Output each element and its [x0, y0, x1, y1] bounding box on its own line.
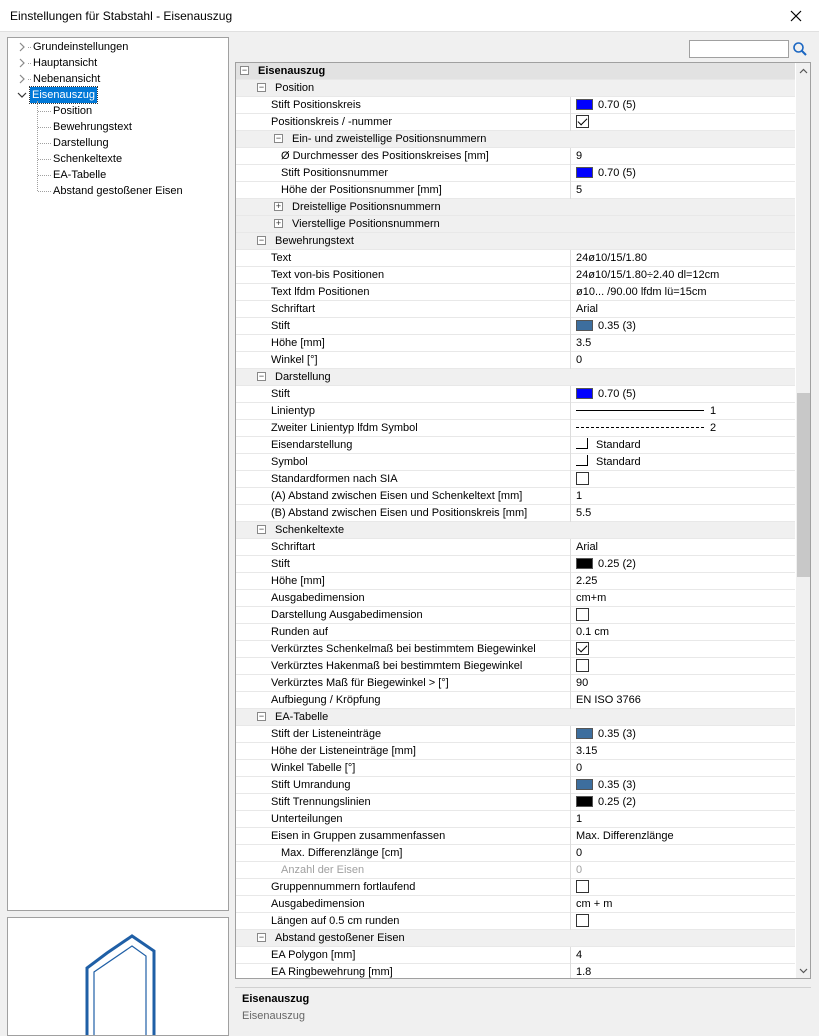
property-value[interactable]	[570, 845, 795, 862]
chevron-down-icon[interactable]	[17, 87, 27, 103]
property-name: (B) Abstand zwischen Eisen und Positionskreis [mm]	[271, 507, 528, 519]
tree-child-item[interactable]	[51, 119, 134, 135]
property-row[interactable]	[236, 488, 795, 505]
property-name: Schriftart	[271, 303, 316, 315]
property-value-text: 0.70 (5)	[598, 99, 636, 111]
property-value-text: 2.25	[576, 575, 598, 587]
property-grid	[235, 62, 811, 979]
collapse-icon[interactable]: −	[258, 932, 265, 942]
preview-pane	[7, 917, 229, 1036]
chevron-right-icon[interactable]	[17, 55, 27, 71]
property-value-text: 1	[710, 405, 717, 417]
property-value-text: 3.15	[576, 745, 598, 757]
description-text: Eisenauszug	[242, 1010, 305, 1022]
property-value-text: 90	[576, 677, 589, 689]
property-row[interactable]	[236, 896, 795, 913]
tree-connector	[38, 175, 51, 176]
property-row[interactable]	[236, 114, 795, 131]
property-name: Höhe [mm]	[271, 337, 325, 349]
property-value-text: 0	[576, 354, 583, 366]
property-value-text: 9	[576, 150, 583, 162]
property-value[interactable]	[570, 250, 795, 267]
category-label: EA-Tabelle	[275, 711, 329, 723]
property-name: Stift Trennungslinien	[271, 796, 371, 808]
property-row[interactable]	[236, 386, 795, 403]
category-label: Schenkeltexte	[275, 524, 345, 536]
property-row[interactable]	[236, 420, 795, 437]
property-value[interactable]	[570, 964, 795, 979]
property-row[interactable]	[236, 675, 795, 692]
tree-connector	[38, 159, 51, 160]
scrollbar-thumb[interactable]	[797, 393, 810, 577]
property-row[interactable]	[236, 590, 795, 607]
property-row[interactable]	[236, 471, 795, 488]
property-name: Runden auf	[271, 626, 328, 638]
property-name: Verkürztes Maß für Biegewinkel > [°]	[271, 677, 449, 689]
property-value-text: EN ISO 3766	[576, 694, 641, 706]
property-name: Text	[271, 252, 292, 264]
property-value[interactable]	[570, 828, 795, 845]
tree-item-label: Nebenansicht	[33, 73, 101, 85]
property-value[interactable]	[570, 182, 795, 199]
property-row[interactable]	[236, 437, 795, 454]
tree-item-label: Schenkeltexte	[53, 153, 123, 165]
collapse-icon[interactable]: −	[258, 711, 265, 721]
property-category[interactable]	[236, 522, 795, 539]
linetype-preview	[576, 410, 704, 411]
property-value[interactable]	[570, 879, 795, 896]
property-value-text: 5	[576, 184, 583, 196]
property-value[interactable]	[570, 947, 795, 964]
pen-color-swatch	[576, 99, 593, 110]
property-row[interactable]	[236, 913, 795, 930]
property-value-text: 1	[576, 490, 583, 502]
close-icon	[790, 10, 802, 22]
property-value-text: 0.35 (3)	[598, 320, 636, 332]
property-value-text: 0.70 (5)	[598, 388, 636, 400]
chevron-down-icon	[799, 968, 808, 974]
property-value-text: 1	[576, 813, 583, 825]
property-value-text: 0	[576, 762, 583, 774]
property-value[interactable]	[570, 488, 795, 505]
category-label: Position	[275, 82, 315, 94]
property-category[interactable]	[236, 63, 795, 80]
property-value[interactable]	[570, 913, 795, 930]
property-value-text: 0.25 (2)	[598, 558, 636, 570]
checkbox[interactable]	[576, 914, 589, 927]
property-value[interactable]	[570, 505, 795, 522]
property-row[interactable]	[236, 301, 795, 318]
property-row[interactable]	[236, 403, 795, 420]
property-row[interactable]	[236, 284, 795, 301]
checkbox-checked[interactable]	[576, 115, 589, 128]
property-row[interactable]	[236, 335, 795, 352]
property-row[interactable]	[236, 726, 795, 743]
chevron-right-icon[interactable]	[17, 71, 27, 87]
property-name: Schriftart	[271, 541, 316, 553]
property-value[interactable]	[570, 352, 795, 369]
property-name: Text lfdm Positionen	[271, 286, 370, 298]
property-value-text: 1.8	[576, 966, 592, 978]
property-value-text: 24ø10/15/1.80÷2.40 dl=12cm	[576, 269, 720, 281]
property-value[interactable]	[570, 114, 795, 131]
property-row[interactable]	[236, 505, 795, 522]
scroll-up-button[interactable]	[796, 63, 811, 78]
property-value[interactable]	[570, 556, 795, 573]
pen-color-swatch	[576, 558, 593, 569]
property-row[interactable]	[236, 607, 795, 624]
property-name: Stift	[271, 388, 290, 400]
property-value[interactable]	[570, 267, 795, 284]
property-value-text: 4	[576, 949, 583, 961]
category-label: Ein- und zweistellige Positionsnummern	[292, 133, 487, 145]
property-row[interactable]	[236, 658, 795, 675]
property-category[interactable]	[236, 80, 795, 97]
property-category[interactable]	[236, 199, 795, 216]
property-value-text: cm + m	[576, 898, 613, 910]
property-name: Text von-bis Positionen	[271, 269, 385, 281]
property-category[interactable]	[236, 216, 795, 233]
property-category[interactable]	[236, 233, 795, 250]
property-row[interactable]	[236, 964, 795, 979]
tree-child-item[interactable]	[51, 151, 124, 167]
tree-item-label: Grundeinstellungen	[33, 41, 129, 53]
checkbox[interactable]	[576, 880, 589, 893]
property-value[interactable]	[570, 284, 795, 301]
property-row[interactable]	[236, 573, 795, 590]
pen-color-swatch	[576, 388, 593, 399]
property-value[interactable]	[570, 692, 795, 709]
tree-child-item[interactable]	[51, 183, 185, 199]
property-category[interactable]	[236, 131, 795, 148]
window-title: Einstellungen für Stabstahl - Eisenauszug	[10, 9, 233, 23]
property-value-text: 0.1 cm	[576, 626, 610, 638]
property-name: Ausgabedimension	[271, 592, 365, 604]
property-row[interactable]	[236, 250, 795, 267]
property-row[interactable]	[236, 624, 795, 641]
property-name: Ausgabedimension	[271, 898, 365, 910]
property-value[interactable]	[570, 539, 795, 556]
property-name: EA Polygon [mm]	[271, 949, 356, 961]
property-value[interactable]	[570, 794, 795, 811]
property-name: Anzahl der Eisen	[281, 864, 365, 876]
property-value[interactable]	[570, 675, 795, 692]
linetype-preview	[576, 427, 704, 428]
property-value[interactable]	[570, 658, 795, 675]
property-value[interactable]	[570, 318, 795, 335]
checkbox[interactable]	[576, 472, 589, 485]
property-row[interactable]	[236, 97, 795, 114]
collapse-icon[interactable]: −	[258, 524, 265, 534]
property-value[interactable]	[570, 301, 795, 318]
property-row[interactable]	[236, 165, 795, 182]
property-name: Ø Durchmesser des Positionskreises [mm]	[281, 150, 489, 162]
property-value[interactable]	[570, 148, 795, 165]
collapse-icon[interactable]: −	[258, 82, 265, 92]
category-label: Vierstellige Positionsnummern	[292, 218, 440, 230]
description-panel	[235, 987, 811, 1036]
property-row[interactable]	[236, 947, 795, 964]
property-name: Höhe [mm]	[271, 575, 325, 587]
tree-connector	[38, 143, 51, 144]
property-row[interactable]	[236, 743, 795, 760]
property-name: Darstellung Ausgabedimension	[271, 609, 423, 621]
property-name: Stift Positionskreis	[271, 99, 361, 111]
title-bar	[0, 0, 819, 32]
property-name: Höhe der Listeneinträge [mm]	[271, 745, 416, 757]
property-value-text: Standard	[596, 456, 641, 468]
tree-item-label: Abstand gestoßener Eisen	[53, 185, 183, 197]
property-name: Gruppennummern fortlaufend	[271, 881, 416, 893]
property-name: Verkürztes Schenkelmaß bei bestimmtem Biegewinkel	[271, 643, 536, 655]
property-value-text: 24ø10/15/1.80	[576, 252, 647, 264]
property-value[interactable]	[570, 471, 795, 488]
property-row[interactable]	[236, 267, 795, 284]
rebar-style-icon	[576, 455, 588, 466]
search-button[interactable]	[792, 40, 808, 58]
property-row[interactable]	[236, 556, 795, 573]
tree-item-label: Bewehrungstext	[53, 121, 132, 133]
property-name: (A) Abstand zwischen Eisen und Schenkeltext [mm]	[271, 490, 523, 502]
property-name: Verkürztes Hakenmaß bei bestimmtem Biegewinkel	[271, 660, 523, 672]
property-name: Stift	[271, 558, 290, 570]
property-value-text: Standard	[596, 439, 641, 451]
property-name: Höhe der Positionsnummer [mm]	[281, 184, 442, 196]
tree-connector	[38, 127, 51, 128]
property-value[interactable]	[570, 862, 795, 879]
property-name: Max. Differenzlänge [cm]	[281, 847, 403, 859]
property-name: Längen auf 0.5 cm runden	[271, 915, 400, 927]
checkbox[interactable]	[576, 608, 589, 621]
property-name: Symbol	[271, 456, 308, 468]
property-row[interactable]	[236, 352, 795, 369]
pen-color-swatch	[576, 167, 593, 178]
property-value-text: 0.25 (2)	[598, 796, 636, 808]
property-name: Linientyp	[271, 405, 316, 417]
property-name: EA Ringbewehrung [mm]	[271, 966, 393, 978]
rebar-style-icon	[576, 438, 588, 449]
pen-color-swatch	[576, 728, 593, 739]
property-category[interactable]	[236, 930, 795, 947]
checkbox[interactable]	[576, 659, 589, 672]
property-row[interactable]	[236, 862, 795, 879]
property-name: Zweiter Linientyp lfdm Symbol	[271, 422, 418, 434]
pen-color-swatch	[576, 796, 593, 807]
chevron-up-icon	[799, 68, 808, 74]
property-row[interactable]	[236, 777, 795, 794]
scroll-down-button[interactable]	[796, 963, 811, 978]
property-category[interactable]	[236, 709, 795, 726]
property-name: Aufbiegung / Kröpfung	[271, 694, 381, 706]
property-value[interactable]	[570, 624, 795, 641]
category-label: Darstellung	[275, 371, 331, 383]
tree-connector	[38, 111, 51, 112]
property-value[interactable]	[570, 573, 795, 590]
tree-child-item[interactable]	[51, 135, 111, 151]
category-label: Dreistellige Positionsnummern	[292, 201, 441, 213]
property-name: Winkel [°]	[271, 354, 318, 366]
property-value-text: Arial	[576, 303, 599, 315]
chevron-right-icon[interactable]	[17, 39, 27, 55]
collapse-icon[interactable]: −	[258, 371, 265, 381]
tree-item-label: Eisenauszug	[32, 89, 95, 101]
property-row[interactable]	[236, 760, 795, 777]
property-value-text: 5.5	[576, 507, 592, 519]
property-value[interactable]	[570, 335, 795, 352]
settings-tree[interactable]	[7, 37, 229, 911]
tree-connector	[38, 191, 51, 192]
property-value[interactable]	[570, 777, 795, 794]
tree-connector	[37, 101, 38, 191]
property-value-text: 0	[576, 847, 583, 859]
property-value[interactable]	[570, 641, 795, 658]
property-value-text: 0.70 (5)	[598, 167, 636, 179]
property-value[interactable]	[570, 437, 795, 454]
search-icon	[792, 40, 808, 58]
property-name: Positionskreis / -nummer	[271, 116, 393, 128]
property-value[interactable]	[570, 607, 795, 624]
search-input[interactable]	[689, 40, 789, 58]
property-value-text: 0	[576, 864, 583, 876]
property-value[interactable]	[570, 420, 795, 437]
property-name: Winkel Tabelle [°]	[271, 762, 356, 774]
property-row[interactable]	[236, 318, 795, 335]
tree-item-label: Position	[53, 105, 93, 117]
property-value-text: 0.35 (3)	[598, 728, 636, 740]
collapse-icon[interactable]: −	[275, 133, 282, 143]
tree-item-label: EA-Tabelle	[53, 169, 107, 181]
property-row[interactable]	[236, 879, 795, 896]
property-value[interactable]	[570, 726, 795, 743]
property-row[interactable]	[236, 845, 795, 862]
checkbox-checked[interactable]	[576, 642, 589, 655]
property-value-text: 3.5	[576, 337, 592, 349]
property-value[interactable]	[570, 896, 795, 913]
property-value[interactable]	[570, 811, 795, 828]
collapse-icon[interactable]: −	[241, 65, 248, 75]
property-value[interactable]	[570, 760, 795, 777]
expand-icon[interactable]: +	[275, 218, 282, 228]
expand-icon[interactable]: +	[275, 201, 282, 211]
property-value-text: cm+m	[576, 592, 607, 604]
property-row[interactable]	[236, 182, 795, 199]
category-label: Eisenauszug	[258, 65, 326, 77]
pen-color-swatch	[576, 779, 593, 790]
property-value-text: ø10... /90.00 lfdm lü=15cm	[576, 286, 707, 298]
category-label: Bewehrungstext	[275, 235, 354, 247]
property-value[interactable]	[570, 386, 795, 403]
property-name: Standardformen nach SIA	[271, 473, 398, 485]
property-row[interactable]	[236, 539, 795, 556]
property-value[interactable]	[570, 454, 795, 471]
property-value[interactable]	[570, 743, 795, 760]
pen-color-swatch	[576, 320, 593, 331]
collapse-icon[interactable]: −	[258, 235, 265, 245]
tree-item-label: Darstellung	[53, 137, 109, 149]
close-button[interactable]	[773, 0, 819, 32]
category-label: Abstand gestoßener Eisen	[275, 932, 405, 944]
property-row[interactable]	[236, 794, 795, 811]
property-value[interactable]	[570, 165, 795, 182]
property-row[interactable]	[236, 641, 795, 658]
rebar-preview-icon	[8, 918, 229, 1036]
property-name: Unterteilungen	[271, 813, 343, 825]
tree-item-label: Hauptansicht	[33, 57, 98, 69]
property-name: Stift	[271, 320, 290, 332]
property-category[interactable]	[236, 369, 795, 386]
property-value-text: Arial	[576, 541, 599, 553]
property-row[interactable]	[236, 692, 795, 709]
property-value[interactable]	[570, 97, 795, 114]
tree-child-item[interactable]	[51, 167, 108, 183]
property-value[interactable]	[570, 403, 795, 420]
property-name: Eisendarstellung	[271, 439, 353, 451]
property-name: Stift Positionsnummer	[281, 167, 388, 179]
vertical-scrollbar[interactable]	[796, 63, 811, 978]
property-value[interactable]	[570, 590, 795, 607]
property-row[interactable]	[236, 828, 795, 845]
property-value-text: 0.35 (3)	[598, 779, 636, 791]
property-row[interactable]	[236, 454, 795, 471]
property-row[interactable]	[236, 148, 795, 165]
description-title: Eisenauszug	[242, 993, 310, 1005]
property-value-text: Max. Differenzlänge	[576, 830, 674, 842]
property-name: Stift der Listeneinträge	[271, 728, 382, 740]
property-name: Stift Umrandung	[271, 779, 351, 791]
property-row[interactable]	[236, 811, 795, 828]
property-value-text: 2	[710, 422, 717, 434]
property-name: Eisen in Gruppen zusammenfassen	[271, 830, 446, 842]
tree-child-item[interactable]	[51, 103, 94, 119]
